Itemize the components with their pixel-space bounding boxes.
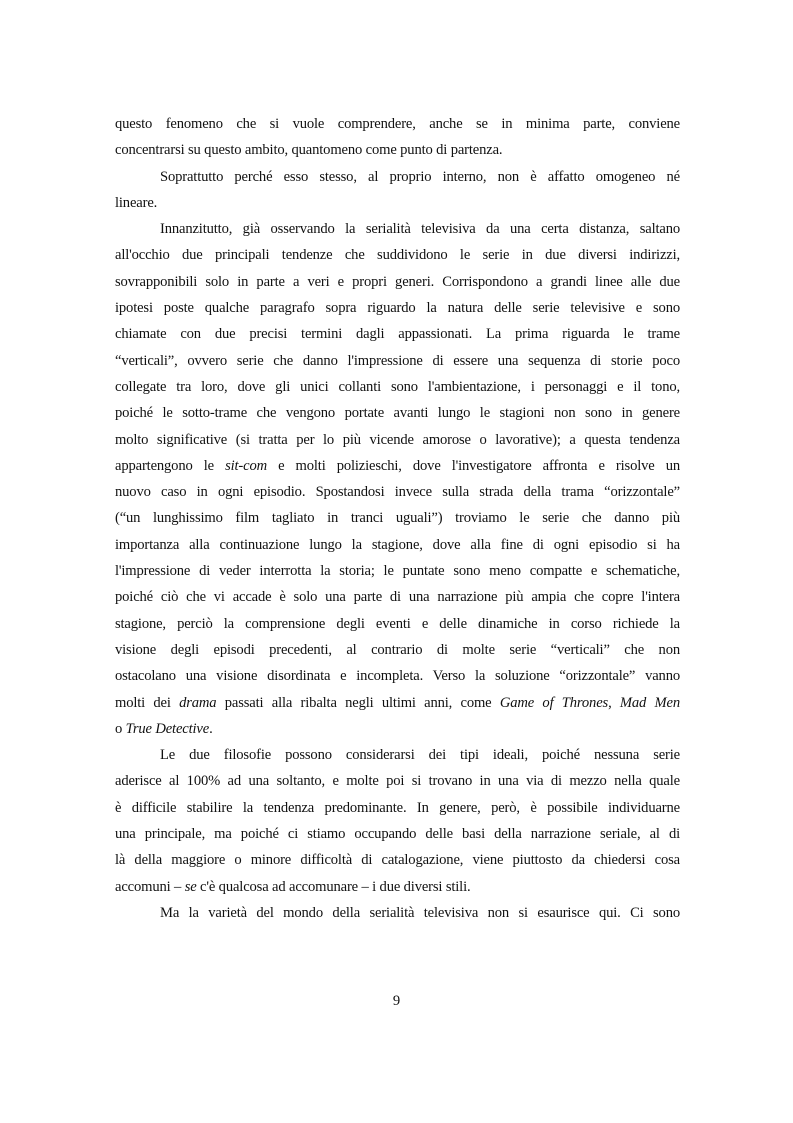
text-line: chiamate con due precisi termini dagli appassionati. La prima riguarda le trame bbox=[115, 326, 680, 343]
text-line bbox=[115, 874, 680, 900]
text-line: all'occhio due principali tendenze che suddividono le serie in due diversi indirizzi, bbox=[115, 247, 680, 264]
text-line: l'impressione di veder interrotta la storia; le puntate sono meno compatte e schematiche, bbox=[115, 563, 680, 580]
italic-text: drama bbox=[179, 694, 217, 711]
text-line: Soprattutto perché esso stesso, al proprio interno, non è affatto omogeneo né bbox=[160, 168, 680, 185]
text-line: nuovo caso in ogni episodio. Spostandosi invece sulla strada della trama “orizzontale” bbox=[115, 484, 680, 501]
text-line: Ma la varietà del mondo della serialità televisiva non si esaurisce qui. Ci sono bbox=[160, 904, 680, 921]
body-text bbox=[115, 111, 680, 926]
text-line: sovrapponibili solo in parte a veri e propri generi. Corrispondono a grandi linee alle due bbox=[115, 273, 680, 290]
italic-text: True Detective bbox=[125, 720, 210, 737]
text-line: “verticali”, ovvero serie che danno l'impressione di essere una sequenza di storie poco bbox=[115, 352, 680, 369]
text-segment: passati alla ribalta negli ultimi anni, come bbox=[216, 694, 500, 711]
text-line: Le due filosofie possono considerarsi dei tipi ideali, poiché nessuna serie bbox=[160, 747, 680, 764]
text-line: molto significative (si tratta per lo più vicende amorose o lavorative); a questa tendenza bbox=[115, 431, 680, 448]
text-line: questo fenomeno che si vuole comprendere, anche se in minima parte, conviene bbox=[115, 116, 680, 132]
text-segment: accomuni – bbox=[115, 878, 185, 895]
text-line: è difficile stabilire la tendenza predominante. In genere, però, è possibile individuarne bbox=[115, 799, 680, 816]
text-line: poiché le sotto-trame che vengono portate avanti lungo le stagioni non sono in genere bbox=[115, 405, 680, 422]
text-line: importanza alla continuazione lungo la stagione, dove alla fine di ogni episodio si ha bbox=[115, 536, 680, 553]
text-line: stagione, perciò la comprensione degli eventi e delle dinamiche in corso richiede la bbox=[115, 615, 680, 632]
italic-text: Game of Thrones bbox=[499, 694, 609, 711]
text-line bbox=[115, 690, 680, 716]
text-line: una principale, ma poiché ci stiamo occupando delle basi della narrazione seriale, al di bbox=[115, 826, 680, 843]
text-segment: molti dei bbox=[115, 694, 180, 711]
text-line: là della maggiore o minore difficoltà di catalogazione, viene piuttosto da chiedersi cosa bbox=[115, 852, 680, 869]
italic-text: Mad Men bbox=[619, 694, 680, 711]
text-line: collegate tra loro, dove gli unici collanti sono l'ambientazione, i personaggi e il tono, bbox=[115, 378, 680, 395]
text-line: lineare. bbox=[115, 194, 158, 211]
text-line: (“un lunghissimo film tagliato in tranci uguali”) troviamo le serie che danno più bbox=[115, 510, 680, 527]
text-line: Innanzitutto, già osservando la serialità televisiva da una certa distanza, saltano bbox=[160, 221, 680, 238]
text-line: ostacolano una visione disordinata e incompleta. Verso la soluzione “orizzontale” vanno bbox=[115, 668, 680, 685]
text-line: visione degli episodi precedenti, al contrario di molte serie “verticali” che non bbox=[115, 641, 680, 658]
text-line bbox=[115, 716, 680, 742]
text-line: poiché ciò che vi accade è solo una parte di una narrazione più ampia che copre l'intera bbox=[115, 589, 680, 606]
italic-text: sit-com bbox=[225, 457, 267, 474]
text-line bbox=[115, 453, 680, 479]
text-segment: , bbox=[608, 694, 620, 711]
text-line: concentrarsi su questo ambito, quantomeno come punto di partenza. bbox=[115, 142, 503, 159]
page-number: 9 bbox=[392, 993, 401, 1009]
text-segment: e molti polizieschi, dove l'investigatore affronta e risolve un bbox=[267, 457, 680, 474]
text-segment: appartengono le bbox=[115, 457, 226, 474]
text-segment: c'è qualcosa ad accomunare – i due diversi stili. bbox=[196, 878, 471, 895]
text-segment: . bbox=[209, 720, 213, 737]
text-line: aderisce al 100% ad una soltanto, e molte poi si trovano in una via di mezzo nella quale bbox=[115, 773, 680, 790]
text-segment: o bbox=[115, 720, 126, 737]
italic-text: se bbox=[184, 878, 197, 895]
text-line: ipotesi poste qualche paragrafo sopra riguardo la natura delle serie televisive e sono bbox=[115, 300, 680, 317]
